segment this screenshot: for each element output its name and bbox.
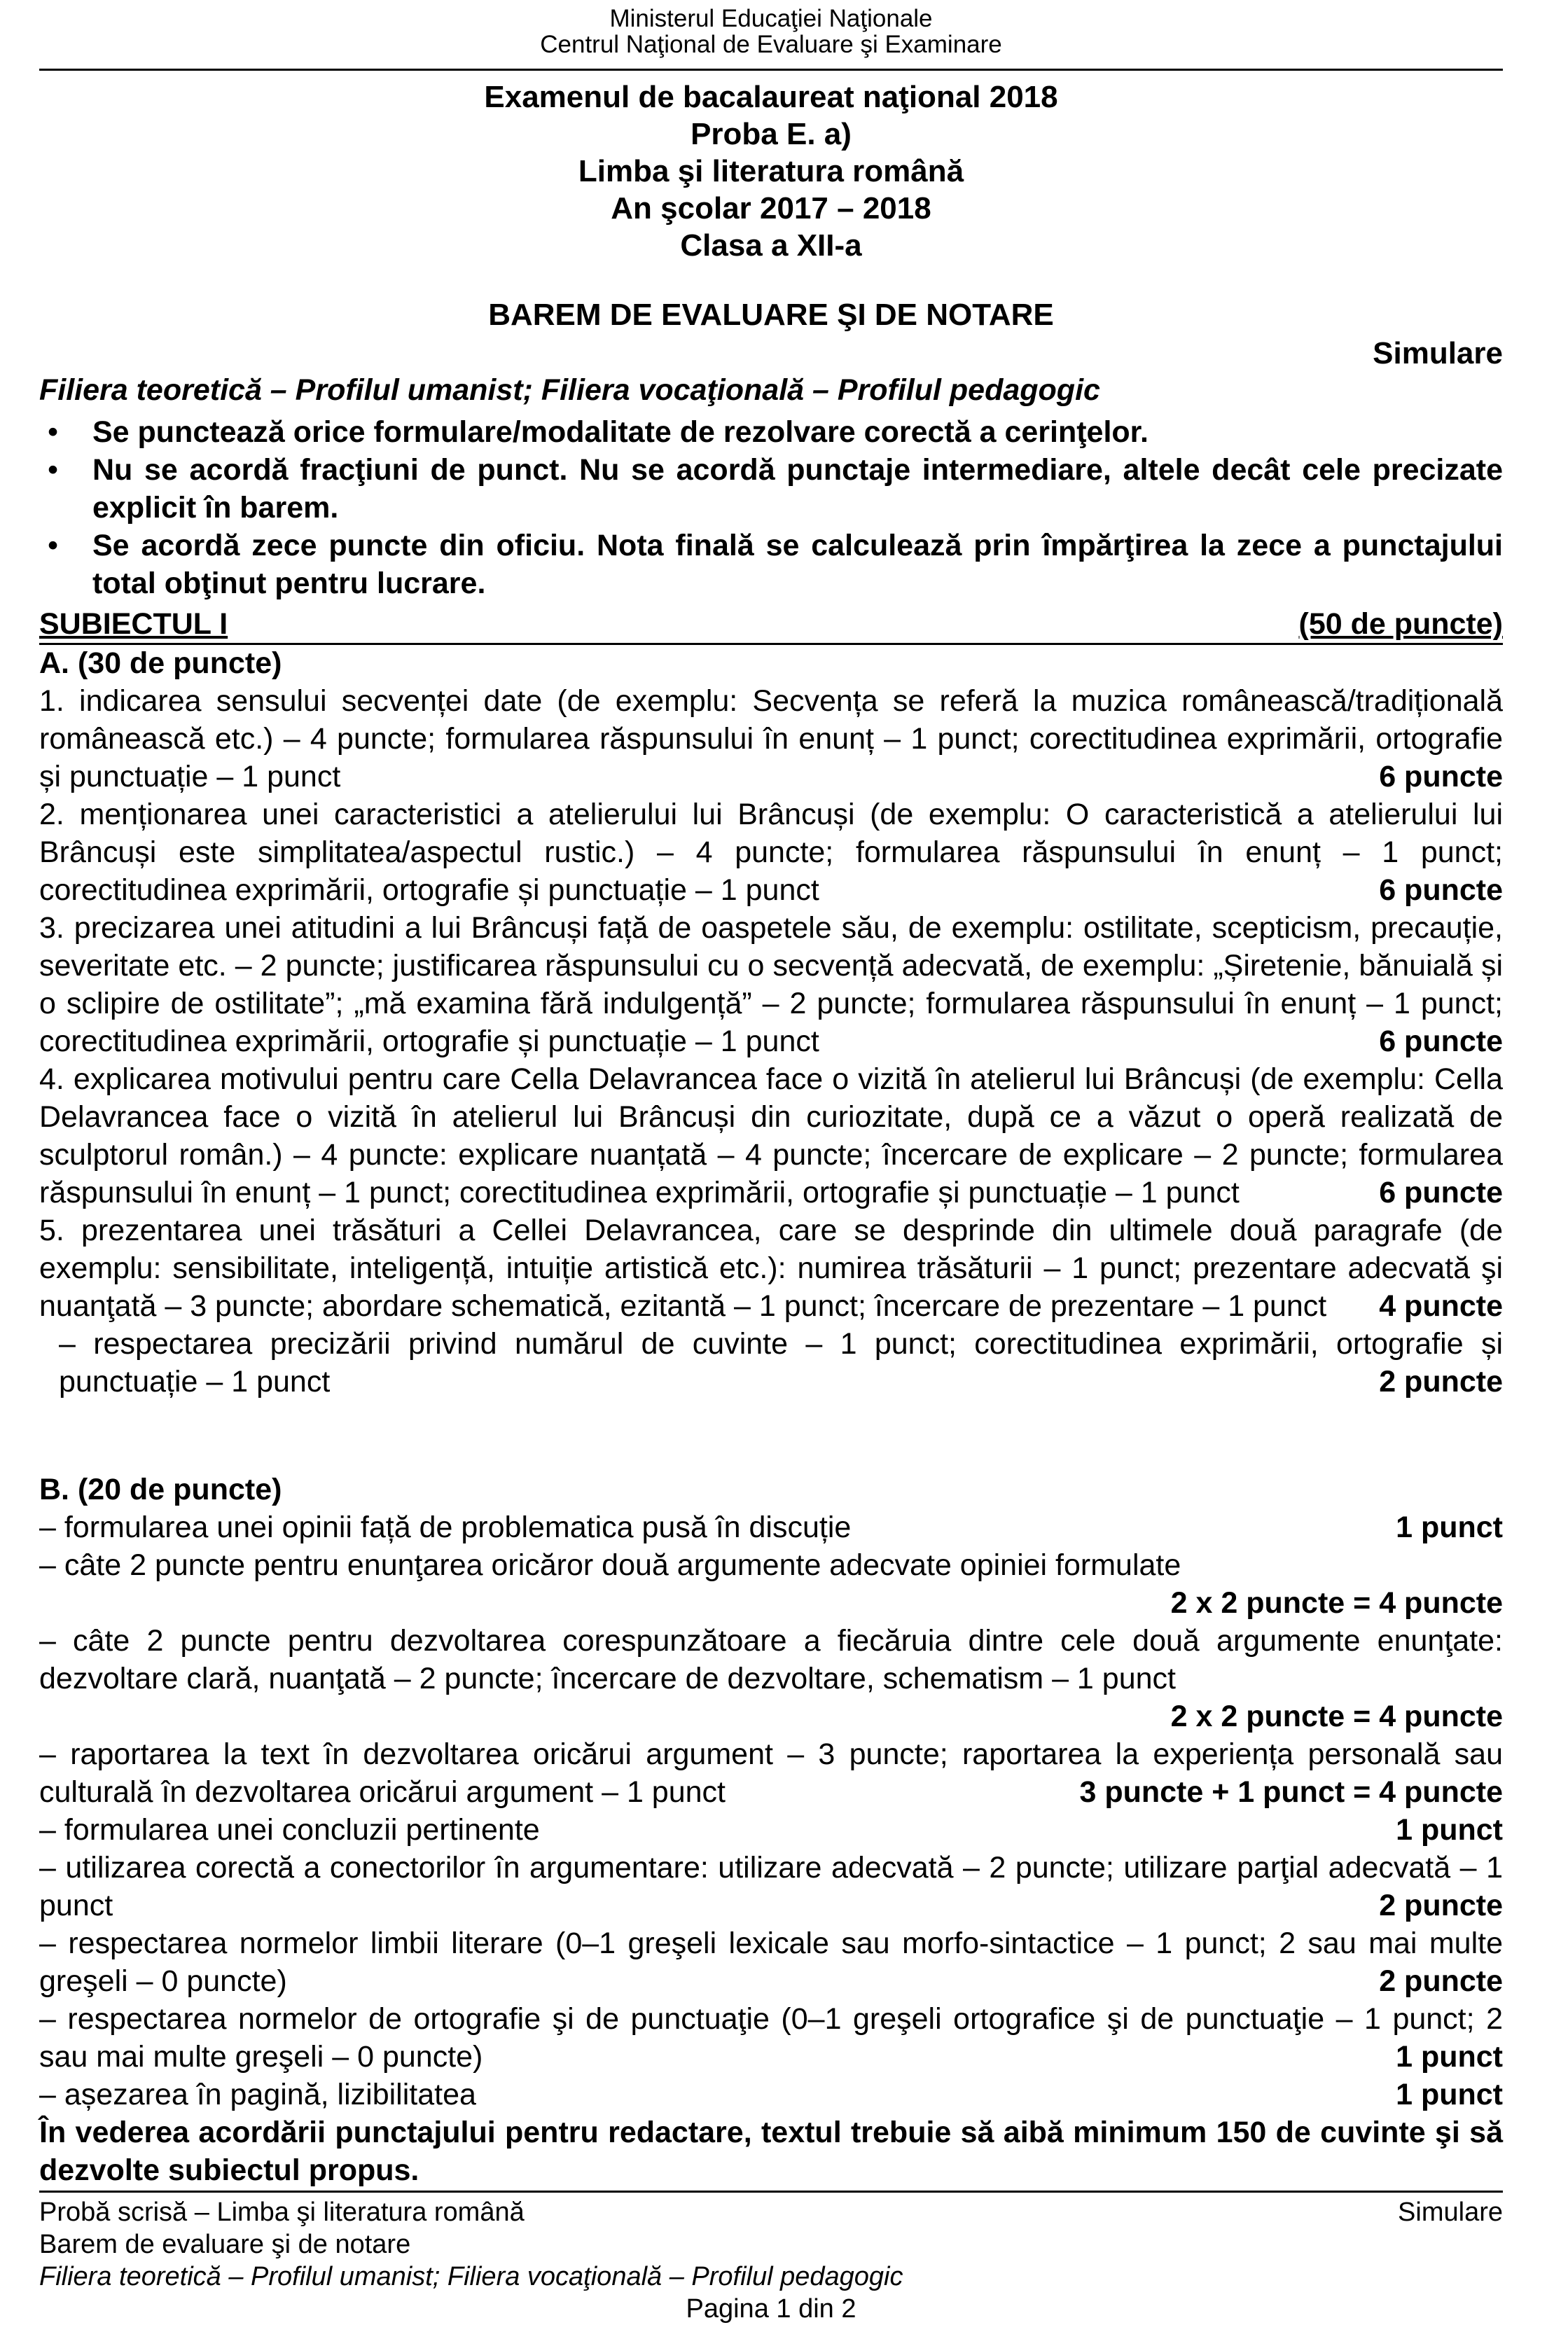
part-b-item: – respectarea normelor limbii literare (0–1 greşeli lexicale sau morfo-sintactice – 1 punct; 2 sau mai multe greşeli – 0 puncte) 2 puncte bbox=[39, 1924, 1503, 2000]
rule-item: • Se punctează orice formulare/modalitate de rezolvare corectă a cerinţelor. bbox=[39, 413, 1503, 451]
item-points: 1 punct bbox=[1396, 1813, 1503, 1847]
subject-points: (50 de puncte) bbox=[1298, 607, 1503, 641]
page-number: Pagina 1 din 2 bbox=[686, 2294, 856, 2324]
subject-label: SUBIECTUL I bbox=[39, 607, 228, 641]
part-b-item: – formularea unei opinii față de problematica pusă în discuție 1 punct bbox=[39, 1508, 1503, 1546]
footer-barem: Barem de evaluare şi de notare bbox=[39, 2230, 411, 2259]
page-footer bbox=[39, 2196, 1503, 2325]
exam-year: An şcolar 2017 – 2018 bbox=[611, 191, 931, 225]
center-name: Centrul Naţional de Evaluare şi Examinare bbox=[540, 31, 1002, 58]
bullet-icon: • bbox=[48, 415, 59, 449]
part-b-item: – așezarea în pagină, lizibilitatea 1 punct bbox=[39, 2076, 1503, 2114]
part-b-item: – câte 2 puncte pentru dezvoltarea corespunzătoare a fiecăruia dintre cele două argumente enunţate: dezvoltare clară, nuanţată – 2 puncte; încercare de dezvoltare, schematism – 1 punct 2 x 2 puncte = 4 puncte bbox=[39, 1622, 1503, 1735]
barem-title: BAREM DE EVALUARE ŞI DE NOTARE bbox=[488, 298, 1054, 332]
ministry-name: Ministerul Educaţiei Naţionale bbox=[609, 5, 933, 32]
exam-proba: Proba E. a) bbox=[691, 117, 852, 151]
item-points: 1 punct bbox=[1396, 1511, 1503, 1544]
item-points: 4 puncte bbox=[1379, 1289, 1503, 1323]
footer-filiera: Filiera teoretică – Profilul umanist; Filiera vocaţională – Profilul pedagogic bbox=[39, 2262, 903, 2291]
part-a-item: 4. explicarea motivului pentru care Cella Delavrancea face o vizită în atelierul lui Brâncuși (de exemplu: Cella Delavrancea face o vizită în atelierul lui Brâncuși din curiozitate, după ce a văzut o operă realizată de sculptorul român.) – 4 puncte: explicare nuanțată – 4 puncte; încercare de explicare – 2 puncte; formularea răspunsului în enunț – 1 punct; corectitudinea exprimării, ortografie și punctuație – 1 punct 6 puncte bbox=[39, 1060, 1503, 1212]
item-points: 1 punct bbox=[1396, 2078, 1503, 2111]
footer-exam: Probă scrisă – Limba şi literatura română bbox=[39, 2198, 525, 2227]
item-points: 2 x 2 puncte = 4 puncte bbox=[1170, 1700, 1503, 1733]
exam-subject: Limba şi literatura română bbox=[578, 154, 964, 188]
part-a-heading: A. (30 de puncte) bbox=[39, 646, 282, 680]
part-b-item: – utilizarea corectă a conectorilor în argumentare: utilizare adecvată – 2 puncte; utilizare parţial adecvată – 1 punct 2 puncte bbox=[39, 1849, 1503, 1924]
part-b-heading: B. (20 de puncte) bbox=[39, 1473, 282, 1506]
part-a bbox=[39, 644, 1503, 1401]
bullet-icon: • bbox=[48, 529, 59, 562]
part-a-item: – respectarea precizării privind numărul de cuvinte – 1 punct; corectitudinea exprimării, ortografie și punctuație – 1 punct 2 puncte bbox=[39, 1325, 1503, 1401]
page-header bbox=[39, 6, 1503, 57]
item-points: 6 puncte bbox=[1379, 1176, 1503, 1209]
redactare-note: În vederea acordării punctajului pentru redactare, textul trebuie să aibă minimum 150 de cuvinte şi să dezvolte subiectul propus. bbox=[39, 2116, 1503, 2187]
part-b-item: – câte 2 puncte pentru enunţarea oricăror două argumente adecvate opiniei formulate 2 x 2 puncte = 4 puncte bbox=[39, 1546, 1503, 1622]
part-a-item: 5. prezentarea unei trăsături a Cellei Delavrancea, care se desprinde din ultimele două paragrafe (de exemplu: sensibilitate, inteligență, intuiție artistică etc.): numirea trăsăturii – 1 punct; prezentare adecvată şi nuanţată – 3 puncte; abordare schematică, ezitantă – 1 punct; încercare de prezentare – 1 punct 4 puncte bbox=[39, 1212, 1503, 1325]
footer-rule bbox=[39, 2191, 1503, 2193]
item-points: 6 puncte bbox=[1379, 873, 1503, 907]
item-points: 2 puncte bbox=[1379, 1964, 1503, 1998]
item-points: 2 puncte bbox=[1379, 1365, 1503, 1399]
exam-class: Clasa a XII-a bbox=[680, 228, 862, 263]
part-a-item: 1. indicarea sensului secvenței date (de exemplu: Secvența se referă la muzica românească/tradițională românească etc.) – 4 puncte; formularea răspunsului în enunț – 1 punct; corectitudinea exprimării, ortografie și punctuație – 1 punct 6 puncte bbox=[39, 682, 1503, 796]
part-b bbox=[39, 1471, 1503, 2189]
subject-heading bbox=[39, 605, 1503, 645]
part-a-item: 3. precizarea unei atitudini a lui Brâncuși față de oaspetele său, de exemplu: ostilitate, scepticism, precauție, severitate etc. – 2 puncte; justificarea răspunsului cu o secvență adecvată, de exemplu: „Șiretenie, bănuială și o sclipire de ostilitate”; „mă examina fără indulgență” – 2 puncte; formularea răspunsului în enunț – 1 punct; corectitudinea exprimării, ortografie și punctuație – 1 punct 6 puncte bbox=[39, 909, 1503, 1060]
rule-item: • Se acordă zece puncte din oficiu. Nota finală se calculează prin împărţirea la zece a punctajului total obţinut pentru lucrare. bbox=[39, 527, 1503, 602]
exam-title: Examenul de bacalaureat naţional 2018 bbox=[484, 80, 1058, 114]
simulare-label: Simulare bbox=[1373, 336, 1503, 370]
item-points: 2 puncte bbox=[1379, 1889, 1503, 1922]
part-b-item: – raportarea la text în dezvoltarea oricărui argument – 3 puncte; raportarea la experiența personală sau culturală în dezvoltarea oricărui argument – 1 punct 3 puncte + 1 punct = 4 puncte bbox=[39, 1735, 1503, 1811]
bullet-icon: • bbox=[48, 453, 59, 487]
footer-simulare: Simulare bbox=[1398, 2198, 1503, 2227]
general-rules bbox=[39, 413, 1503, 602]
rule-item: • Nu se acordă fracţiuni de punct. Nu se acordă punctaje intermediare, altele decât cele precizate explicit în barem. bbox=[39, 451, 1503, 527]
filiera-label: Filiera teoretică – Profilul umanist; Filiera vocaţională – Profilul pedagogic bbox=[39, 373, 1100, 407]
item-points: 1 punct bbox=[1396, 2040, 1503, 2074]
part-b-item: – formularea unei concluzii pertinente 1 punct bbox=[39, 1811, 1503, 1849]
header-rule bbox=[39, 69, 1503, 71]
item-points: 2 x 2 puncte = 4 puncte bbox=[1170, 1586, 1503, 1620]
item-points: 6 puncte bbox=[1379, 1025, 1503, 1058]
part-b-item: – respectarea normelor de ortografie şi de punctuaţie (0–1 greşeli ortografice şi de punctuaţie – 1 punct; 2 sau mai multe greşeli – 0 puncte) 1 punct bbox=[39, 2000, 1503, 2076]
part-a-item: 2. menționarea unei caracteristici a atelierului lui Brâncuși (de exemplu: O caracteristică a atelierului lui Brâncuși este simplitatea/aspectul rustic.) – 4 puncte; formularea răspunsului în enunț – 1 punct; corectitudinea exprimării, ortografie și punctuație – 1 punct 6 puncte bbox=[39, 796, 1503, 909]
item-points: 6 puncte bbox=[1379, 760, 1503, 793]
title-block bbox=[39, 78, 1503, 264]
item-points: 3 puncte + 1 punct = 4 puncte bbox=[1079, 1775, 1503, 1809]
